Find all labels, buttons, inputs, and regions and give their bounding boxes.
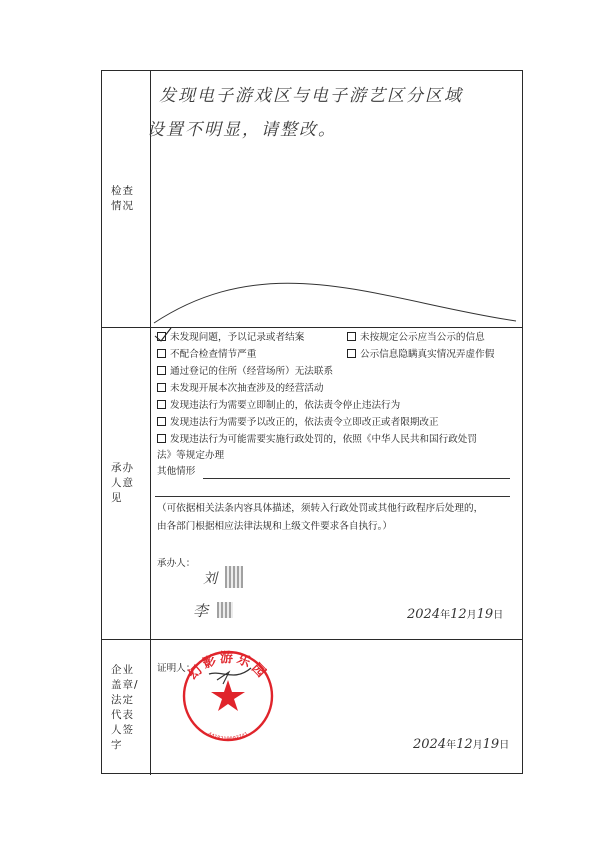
inspection-form: [101, 70, 523, 774]
option-administrative-penalty[interactable]: 发现违法行为可能需要实施行政处罚的，依照《中华人民共和国行政处罚: [157, 434, 477, 446]
svg-text:4418210003741: 4418210003741: [206, 731, 250, 743]
checkbox-icon[interactable]: [347, 349, 356, 358]
checkbox-icon[interactable]: [157, 400, 166, 409]
opinion-content-cell: [151, 328, 522, 639]
enterprise-row: [102, 639, 522, 775]
handler-label: 承办人：: [157, 558, 196, 569]
option-false-info[interactable]: 公示信息隐瞒真实情况弄虚作假: [347, 349, 494, 361]
note-line2: 由各部门根据相应法律法规和上级文件要求各自执行。）: [157, 521, 393, 532]
handler-date-year: 2024: [407, 607, 441, 622]
note-line1: （可依据相关法条内容具体描述，须转入行政处罚或其他行政程序后处理的，: [157, 503, 484, 514]
checkbox-icon[interactable]: [157, 383, 166, 392]
handler-date-month: 12: [450, 607, 467, 622]
company-seal-stamp: [163, 644, 293, 744]
checkbox-icon[interactable]: [157, 417, 166, 426]
redacted-signature-2: [217, 602, 233, 618]
checkbox-icon[interactable]: [347, 332, 356, 341]
option-not-disclosed[interactable]: 未按规定公示应当公示的信息: [347, 332, 485, 344]
enterprise-label-cell: [102, 640, 151, 775]
opinion-row: [102, 327, 522, 639]
enterprise-date-year: 2024: [413, 737, 447, 752]
witness-label: 证明人：: [157, 663, 196, 674]
other-situation-field[interactable]: [203, 478, 510, 479]
enterprise-date-month: 12: [456, 737, 473, 752]
enterprise-content-cell: [151, 640, 522, 775]
enterprise-label: 企业盖章/法定代表人签字: [111, 663, 139, 751]
option-stop-violation[interactable]: 发现违法行为需要立即制止的，依法责令停止违法行为: [157, 400, 400, 412]
other-situation-field-2[interactable]: [155, 496, 510, 497]
handler-date: 2024年12月19日: [407, 607, 504, 622]
option-correct-violation[interactable]: 发现违法行为需要予以改正的，依法责令立即改正或者限期改正: [157, 417, 439, 429]
handler-signature-1: 刘: [203, 571, 219, 587]
handwritten-finding-line2: 设置不明显，请整改。: [147, 120, 337, 140]
handwritten-finding-line1: 发现电子游戏区与电子游艺区分区域: [159, 86, 463, 106]
svg-text:幻影游乐园: 幻影游乐园: [185, 651, 271, 683]
inspection-label-cell: [102, 71, 151, 327]
checkbox-icon[interactable]: [157, 434, 166, 443]
checkmark-icon: [153, 326, 173, 344]
opinion-label-cell: [102, 328, 151, 639]
option-no-activity[interactable]: 未发现开展本次抽查涉及的经营活动: [157, 383, 324, 395]
opinion-label: 承办人意见: [111, 462, 134, 504]
enterprise-date: 2024年12月19日: [413, 737, 510, 752]
option-not-cooperating[interactable]: 不配合检查情节严重: [157, 349, 256, 361]
option-no-problem[interactable]: 未发现问题，予以记录或者结案: [157, 332, 304, 344]
strike-through-line: [151, 71, 524, 327]
inspection-label: 检查情况: [111, 185, 134, 212]
checkbox-icon[interactable]: [157, 366, 166, 375]
redacted-signature-1: [225, 566, 243, 588]
other-situation-label: 其他情形: [157, 466, 196, 477]
handler-signature-2: 李: [193, 602, 211, 620]
option-unreachable[interactable]: 通过登记的住所（经营场所）无法联系: [157, 366, 333, 378]
option-continuation: 法》等规定办理: [157, 450, 225, 461]
handler-date-day: 19: [476, 607, 494, 622]
checkbox-icon[interactable]: [157, 349, 166, 358]
inspection-row: [102, 71, 522, 327]
enterprise-date-day: 19: [482, 737, 500, 752]
inspection-content-cell: [147, 71, 522, 327]
